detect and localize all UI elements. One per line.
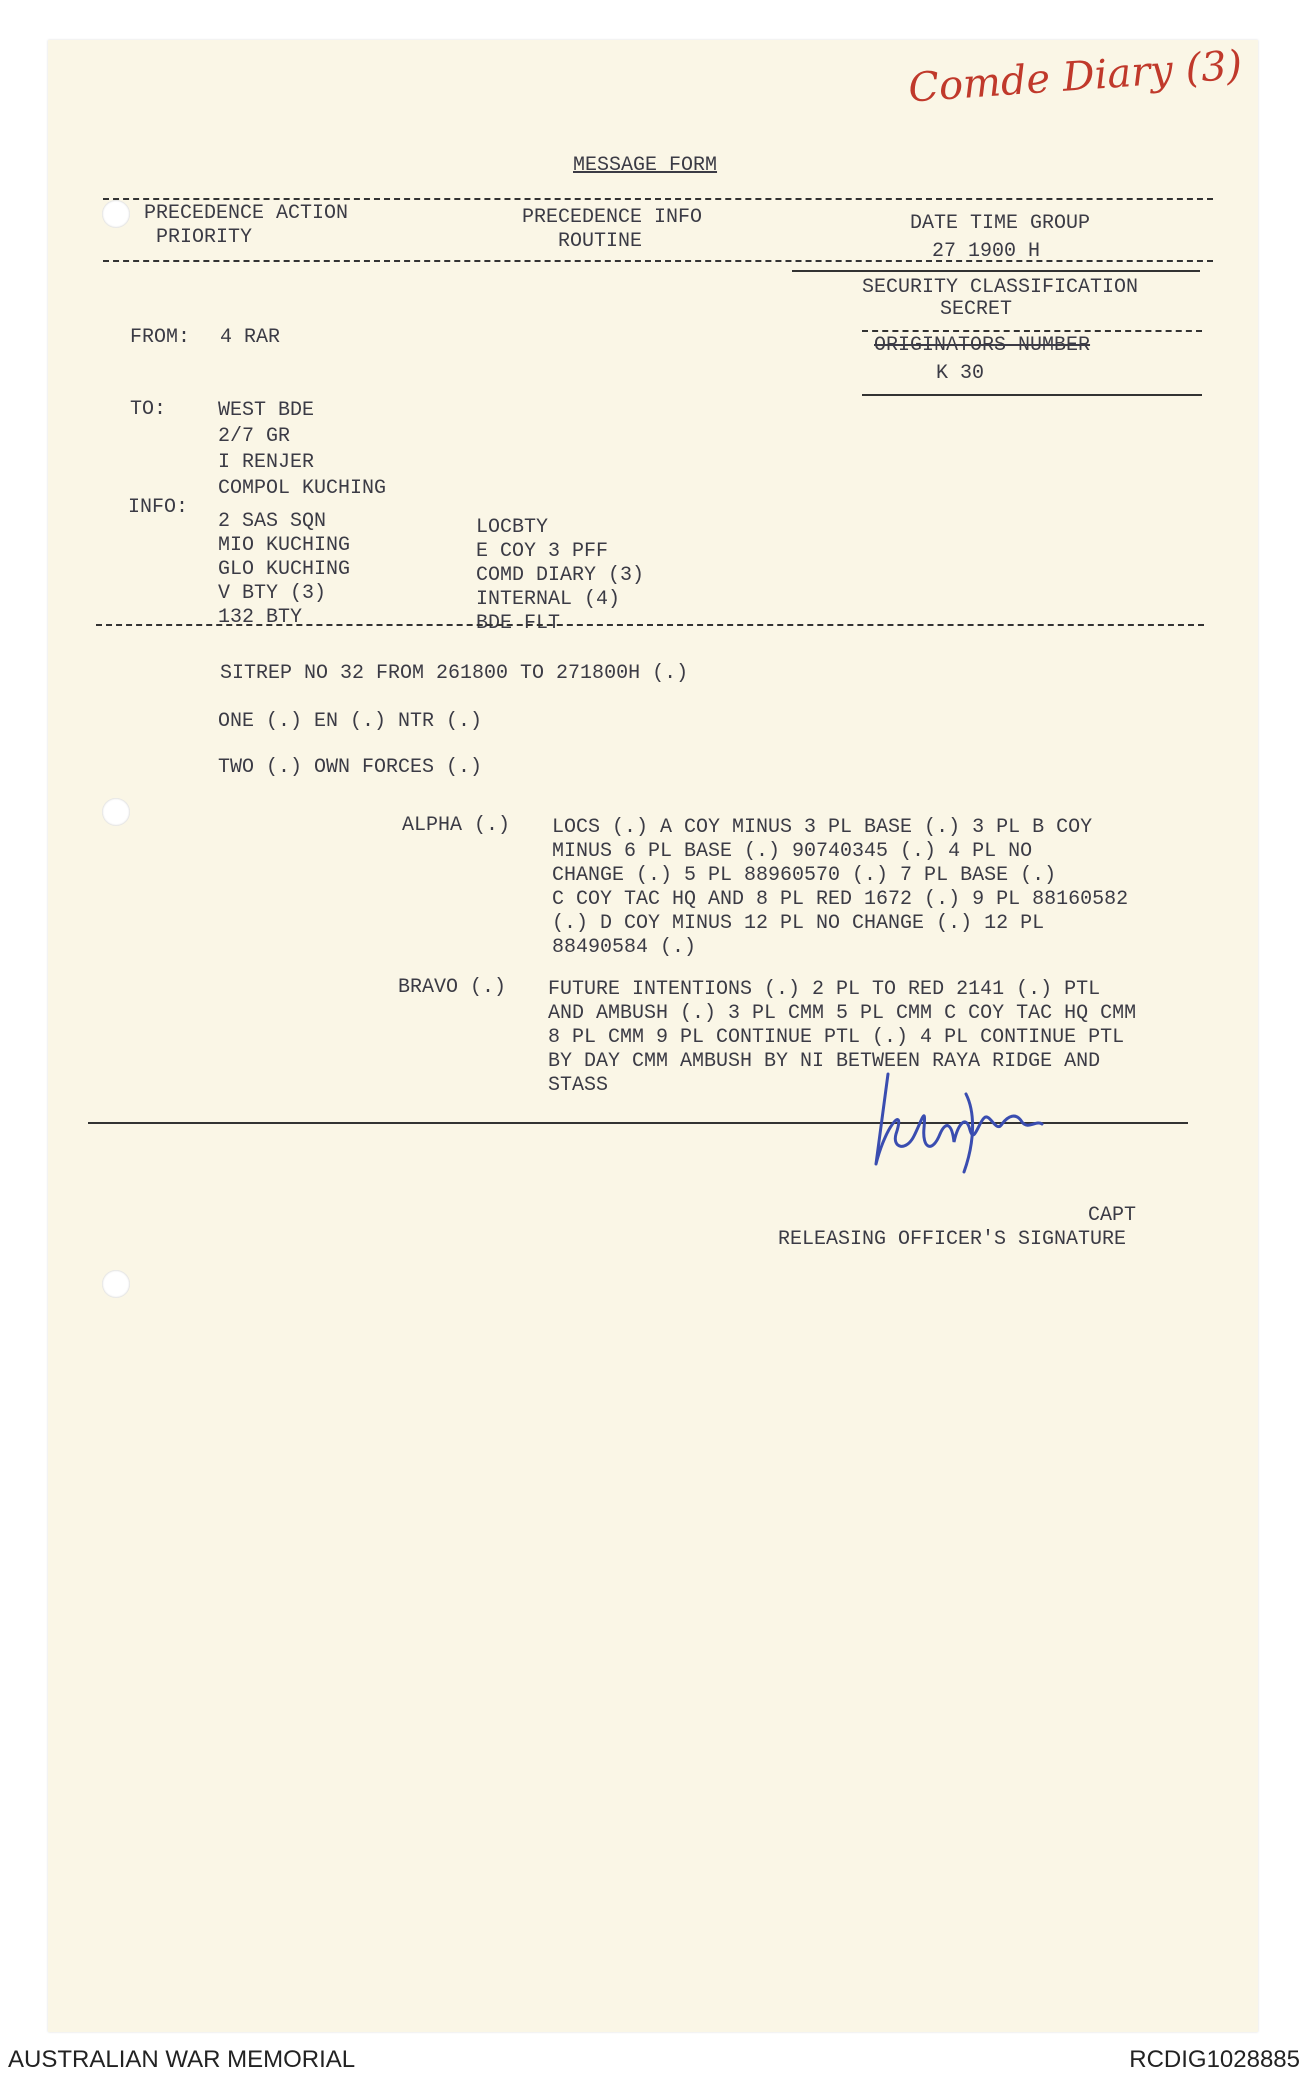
para-one: ONE (.) EN (.) NTR (.) [218,710,483,733]
precedence-action-value: PRIORITY [156,226,253,249]
bravo-line: BY DAY CMM AMBUSH BY NI BETWEEN RAYA RIDGE AND [548,1050,1101,1073]
originators-number-value: K 30 [936,362,985,385]
info-line: 2 SAS SQN [218,510,327,533]
classification-box-top [792,270,1200,272]
form-title: MESSAGE FORM [573,154,718,177]
alpha-text [552,816,1128,960]
header-top-rule [103,198,1213,200]
security-classification-value: SECRET [940,298,1013,321]
to-label: TO: [130,398,167,421]
info-label: INFO: [128,496,189,519]
to-line: COMPOL KUCHING [218,477,387,500]
info-right-addressees [476,516,644,636]
alpha-line: (.) D COY MINUS 12 PL NO CHANGE (.) 12 PL [552,912,1045,935]
bravo-line: 8 PL CMM 9 PL CONTINUE PTL (.) 4 PL CONTINUE PTL [548,1026,1125,1049]
sitrep-line: SITREP NO 32 FROM 261800 TO 271800H (.) [220,662,689,685]
info-line: INTERNAL (4) [476,588,621,611]
info-line: BDE FLT [476,612,561,635]
date-time-group-label: DATE TIME GROUP [910,212,1091,235]
to-line: WEST BDE [218,399,315,422]
alpha-line: C COY TAC HQ AND 8 PL RED 1672 (.) 9 PL 88160582 [552,888,1129,911]
from-value: 4 RAR [220,326,281,349]
alpha-line: 88490584 (.) [552,936,697,959]
signature-label: RELEASING OFFICER'S SIGNATURE [778,1228,1127,1251]
punch-hole-bottom [102,1270,130,1298]
from-label: FROM: [130,326,191,349]
alpha-line: CHANGE (.) 5 PL 88960570 (.) 7 PL BASE (.) [552,864,1057,887]
precedence-action-label: PRECEDENCE ACTION [144,202,349,225]
precedence-info-label: PRECEDENCE INFO [522,206,703,229]
footer-right: RCDIG1028885 [1129,2046,1300,2073]
info-line: LOCBTY [476,516,549,539]
to-addressees [218,398,386,502]
footer-left: AUSTRALIAN WAR MEMORIAL [8,2046,356,2073]
classification-box-mid [862,330,1202,332]
punch-hole-top [102,200,130,228]
signature-rank: CAPT [1088,1204,1137,1227]
info-line: GLO KUCHING [218,558,351,581]
bravo-line: STASS [548,1074,609,1097]
bravo-line: FUTURE INTENTIONS (.) 2 PL TO RED 2141 (.) PTL [548,978,1101,1001]
info-left-addressees [218,510,350,630]
handwritten-note: Comde Diary (3) [906,42,1244,112]
addressee-bottom-rule [96,624,1204,626]
to-line: I RENJER [218,451,315,474]
header-bottom-rule [103,260,1213,262]
precedence-info-value: ROUTINE [558,230,643,253]
signature-scrawl [866,1064,1106,1174]
originators-box-bottom [862,394,1202,396]
bravo-label: BRAVO (.) [398,976,507,999]
info-line: V BTY (3) [218,582,327,605]
alpha-line: LOCS (.) A COY MINUS 3 PL BASE (.) 3 PL B COY [552,816,1093,839]
para-two: TWO (.) OWN FORCES (.) [218,756,483,779]
info-line: MIO KUCHING [218,534,351,557]
info-line: E COY 3 PFF [476,540,609,563]
date-time-group-value: 27 1900 H [932,240,1041,263]
info-line: COMD DIARY (3) [476,564,645,587]
alpha-label: ALPHA (.) [402,814,511,837]
originators-number-label: ORIGINATORS NUMBER [874,334,1091,357]
bravo-line: AND AMBUSH (.) 3 PL CMM 5 PL CMM C COY TAC HQ CMM [548,1002,1137,1025]
to-line: 2/7 GR [218,425,291,448]
document-page [48,40,1258,2032]
alpha-line: MINUS 6 PL BASE (.) 90740345 (.) 4 PL NO [552,840,1033,863]
info-line: 132 BTY [218,606,303,629]
punch-hole-middle [102,798,130,826]
security-classification-label: SECURITY CLASSIFICATION [862,276,1139,299]
